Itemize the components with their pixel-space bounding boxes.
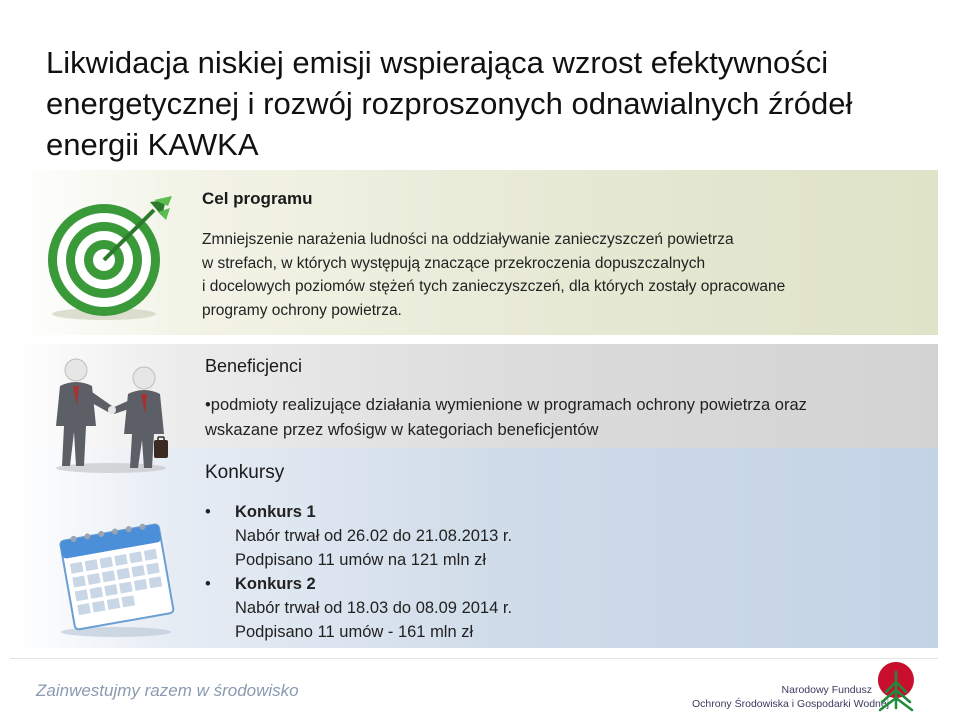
fund-name: [692, 683, 890, 711]
contest-name: Konkurs 2: [235, 575, 316, 593]
goal-text: [202, 228, 922, 322]
handshake-icon: [46, 356, 176, 476]
fund-name-line: Ochrony Środowiska i Gospodarki Wodnej: [692, 698, 890, 710]
goal-line: Zmniejszenie narażenia ludności na oddziaływanie zanieczyszczeń powietrza: [202, 231, 734, 248]
contests-list: [205, 500, 805, 644]
title-line: Likwidacja niskiej emisji wspierająca wzrost efektywności: [46, 45, 829, 80]
slide-title: [46, 42, 926, 165]
bullet-icon: •: [205, 575, 211, 593]
goal-line: w strefach, w których występują znaczące przekroczenia dopuszczalnych: [202, 254, 706, 272]
calendar-icon: [46, 512, 186, 642]
footer-divider: [10, 658, 938, 659]
bullet-icon: •: [205, 503, 211, 521]
goal-heading: Cel programu: [202, 189, 313, 208]
footer-slogan: Zainwestujmy razem w środowisko: [36, 681, 299, 700]
beneficiaries-line: wskazane przez wfośigw w kategoriach beneficjentów: [205, 420, 599, 439]
beneficiaries-heading: Beneficjenci: [205, 356, 303, 376]
goal-line: programy ochrony powietrza.: [202, 301, 402, 319]
title-line: energii KAWKA: [46, 127, 259, 162]
contest-result: Podpisano 11 umów - 161 mln zł: [235, 623, 474, 641]
beneficiaries-text: [205, 393, 925, 442]
contests-heading: Konkursy: [205, 462, 285, 483]
fund-name-line: Narodowy Fundusz: [781, 684, 872, 696]
goal-line: i docelowych poziomów stężeń tych zanieczyszczeń, dla których zostały opracowane: [202, 278, 786, 295]
nfosigw-logo-icon: [874, 658, 918, 714]
target-arrow-icon: [26, 194, 176, 324]
contest-period: Nabór trwał od 18.03 do 08.09 2014 r.: [235, 599, 513, 617]
title-line: energetycznej i rozwój rozproszonych odnawialnych źródeł: [46, 86, 853, 121]
list-item: [205, 500, 805, 524]
beneficiaries-line: •podmioty realizujące działania wymienione w programach ochrony powietrza oraz: [205, 396, 807, 414]
contest-period: Nabór trwał od 26.02 do 21.08.2013 r.: [235, 527, 513, 545]
contest-name: Konkurs 1: [235, 503, 316, 521]
list-item: [205, 572, 805, 596]
contest-result: Podpisano 11 umów na 121 mln zł: [235, 551, 487, 569]
